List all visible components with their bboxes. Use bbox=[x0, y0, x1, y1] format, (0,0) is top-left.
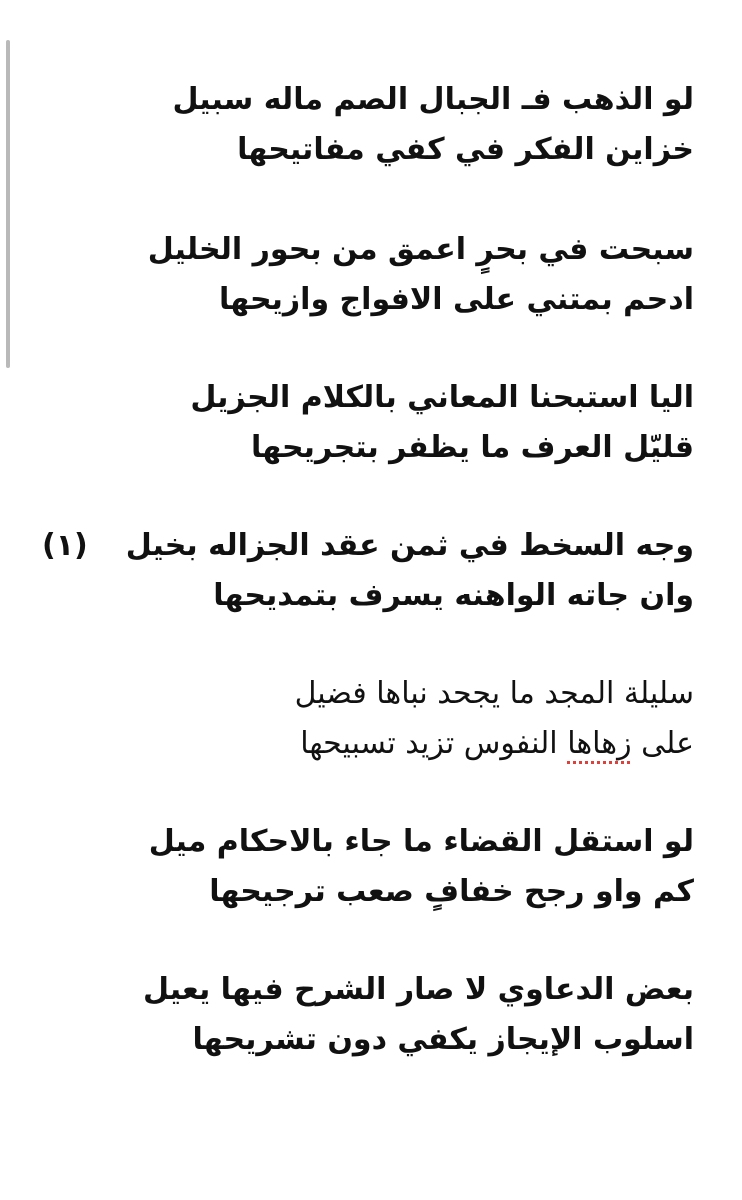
stanza-3-line-1: اليا استبحنا المعاني بالكلام الجزيل bbox=[190, 380, 694, 415]
stanza-3-line-2: قليّل العرف ما يظفر بتجريحها bbox=[250, 430, 694, 465]
stanza-5-line-2-end: النفوس تزيد تسبيحها bbox=[300, 726, 558, 761]
stanza-5-line-2-start: على bbox=[641, 726, 694, 761]
stanza-2-line-2: ادحم بمتني على الافواج وازيحها bbox=[218, 282, 694, 317]
stanza-1-line-1: لو الذهب فـ الجبال الصم ماله سبيل bbox=[172, 82, 694, 117]
stanza-5-line-1: سليلة المجد ما يجحد نباها فضيل bbox=[294, 676, 694, 711]
stanza-4-line-1: وجه السخط في ثمن عقد الجزاله بخيل bbox=[125, 528, 694, 563]
stanza-7-line-2: اسلوب الإيجاز يكفي دون تشريحها bbox=[192, 1022, 694, 1057]
scrollbar[interactable] bbox=[0, 0, 18, 1200]
stanza-1-line-2: خزاين الفكر في كفي مفاتيحها bbox=[237, 132, 694, 167]
misspelled-word[interactable]: زهاها bbox=[567, 726, 632, 761]
stanza-2-line-1: سبحت في بحرٍ اعمق من بحور الخليل bbox=[147, 232, 694, 267]
stanza-5-line-2 bbox=[40, 722, 694, 766]
stanza-7-line-1: بعض الدعاوي لا صار الشرح فيها يعيل bbox=[143, 972, 694, 1007]
poem-document bbox=[40, 0, 694, 1200]
stanza-6-line-2: كم واو رجح خفافٍ صعب ترجيحها bbox=[209, 874, 694, 909]
stanza-4-line-2: وان جاته الواهنه يسرف بتمديحها bbox=[213, 578, 694, 613]
scrollbar-thumb[interactable] bbox=[6, 40, 10, 368]
stanza-6-line-1: لو استقل القضاء ما جاء بالاحكام ميل bbox=[148, 824, 694, 859]
stanza-number-mark: (١) bbox=[42, 528, 88, 563]
